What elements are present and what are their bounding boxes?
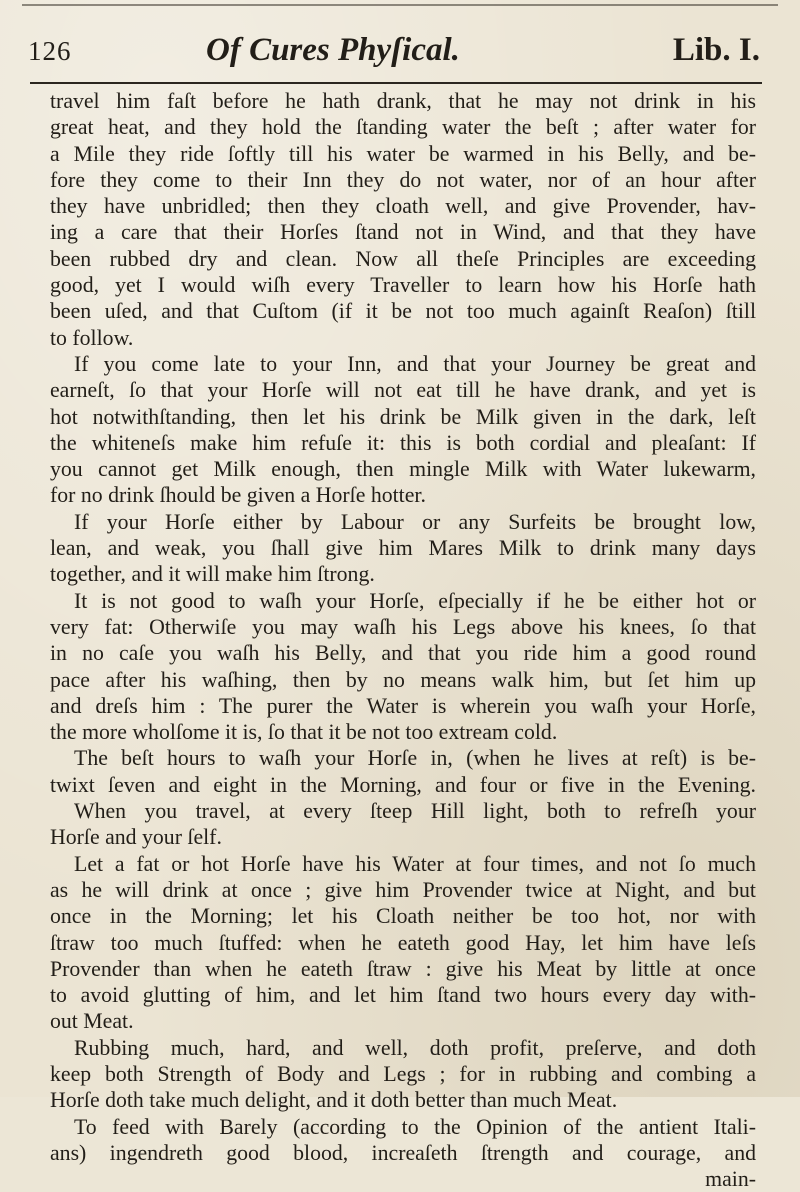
body-text (50, 88, 756, 1192)
text-line: Horſe and your ſelf. (50, 825, 222, 850)
text-line: the more wholſome it is, ſo that it be not too extream cold. (50, 720, 558, 745)
text-line: If your Horſe either by Labour or any Surfeits be brought low, (74, 509, 756, 534)
text-line: ſtraw too much ſtuffed: when he eateth good Hay, let him have leſs (50, 930, 756, 955)
text-line: Horſe doth take much delight, and it doth better than much Meat. (50, 1088, 618, 1113)
header-rule (30, 82, 762, 84)
text-line: great heat, and they hold the ſtanding water the beſt ; after water for (50, 115, 756, 140)
page-header (28, 30, 760, 76)
running-title: Of Cures Phyſical. (206, 32, 460, 68)
text-line: Rubbing much, hard, and well, doth profit, preſerve, and doth (74, 1035, 756, 1060)
text-line: travel him faſt before he hath drank, that he may not drink in his (50, 89, 756, 113)
text-line: The beſt hours to waſh your Horſe in, (when he lives at reſt) is be- (74, 746, 756, 771)
text-line: to follow. (50, 325, 134, 350)
text-line: the whiteneſs make him refuſe it: this is both cordial and pleaſant: If (50, 430, 756, 455)
text-line: been uſed, and that Cuſtom (if it be not too much againſt Reaſon) ſtill (50, 299, 756, 324)
text-line: in no caſe you waſh his Belly, and that you ride him a good round (50, 641, 756, 666)
text-line: Provender than when he eateth ſtraw : give his Meat by little at once (50, 956, 756, 981)
top-edge-rule (22, 4, 778, 6)
text-line: ing a care that their Horſes ſtand not in Wind, and that they have (50, 220, 756, 245)
text-line: Let a fat or hot Horſe have his Water at four times, and not ſo much (74, 851, 756, 876)
text-line: they have unbridled; then they cloath well, and give Provender, hav- (50, 194, 756, 219)
text-line: twixt ſeven and eight in the Morning, and four or five in the Evening. (50, 772, 756, 797)
text-line: good, yet I would wiſh every Traveller to learn how his Horſe hath (50, 273, 756, 298)
text-line: you cannot get Milk enough, then mingle Milk with Water lukewarm, (50, 457, 756, 482)
text-line: very fat: Otherwiſe you may waſh his Legs above his knees, ſo that (50, 614, 756, 639)
page-number: 126 (28, 36, 72, 66)
text-line: To feed with Barely (according to the Opinion of the antient Itali- (74, 1114, 756, 1139)
text-line: When you travel, at every ſteep Hill light, both to refreſh your (74, 799, 756, 824)
text-line: out Meat. (50, 1009, 134, 1034)
text-line: keep both Strength of Body and Legs ; for in rubbing and combing a (50, 1061, 756, 1086)
text-line: a Mile they ride ſoftly till his water be warmed in his Belly, and be- (50, 141, 756, 166)
text-line: earneſt, ſo that your Horſe will not eat till he have drank, and yet is (50, 378, 756, 403)
text-line: hot notwithſtanding, then let his drink be Milk given in the dark, leſt (50, 404, 756, 429)
text-line: and dreſs him : The purer the Water is wherein you waſh your Horſe, (50, 693, 756, 718)
catchword: main- (705, 1167, 756, 1192)
text-line: as he will drink at once ; give him Provender twice at Night, and but (50, 877, 756, 902)
text-line: once in the Morning; let his Cloath neither be too hot, nor with (50, 904, 756, 929)
text-line: fore they come to their Inn they do not water, nor of an hour after (50, 167, 756, 192)
text-line: It is not good to waſh your Horſe, eſpecially if he be either hot or (74, 588, 756, 613)
text-line: lean, and weak, you ſhall give him Mares Milk to drink many days (50, 536, 756, 561)
text-line: ans) ingendreth good blood, increaſeth ſtrength and courage, and (50, 1140, 756, 1165)
text-line: together, and it will make him ſtrong. (50, 562, 375, 587)
book-reference: Lib. I. (672, 32, 760, 68)
text-line: If you come late to your Inn, and that your Journey be great and (74, 351, 756, 376)
text-line: for no drink ſhould be given a Horſe hotter. (50, 483, 426, 508)
text-line: been rubbed dry and clean. Now all theſe Principles are exceeding (50, 246, 756, 271)
text-line: pace after his waſhing, then by no means walk him, but ſet him up (50, 667, 756, 692)
text-line: to avoid glutting of him, and let him ſtand two hours every day with- (50, 983, 756, 1008)
